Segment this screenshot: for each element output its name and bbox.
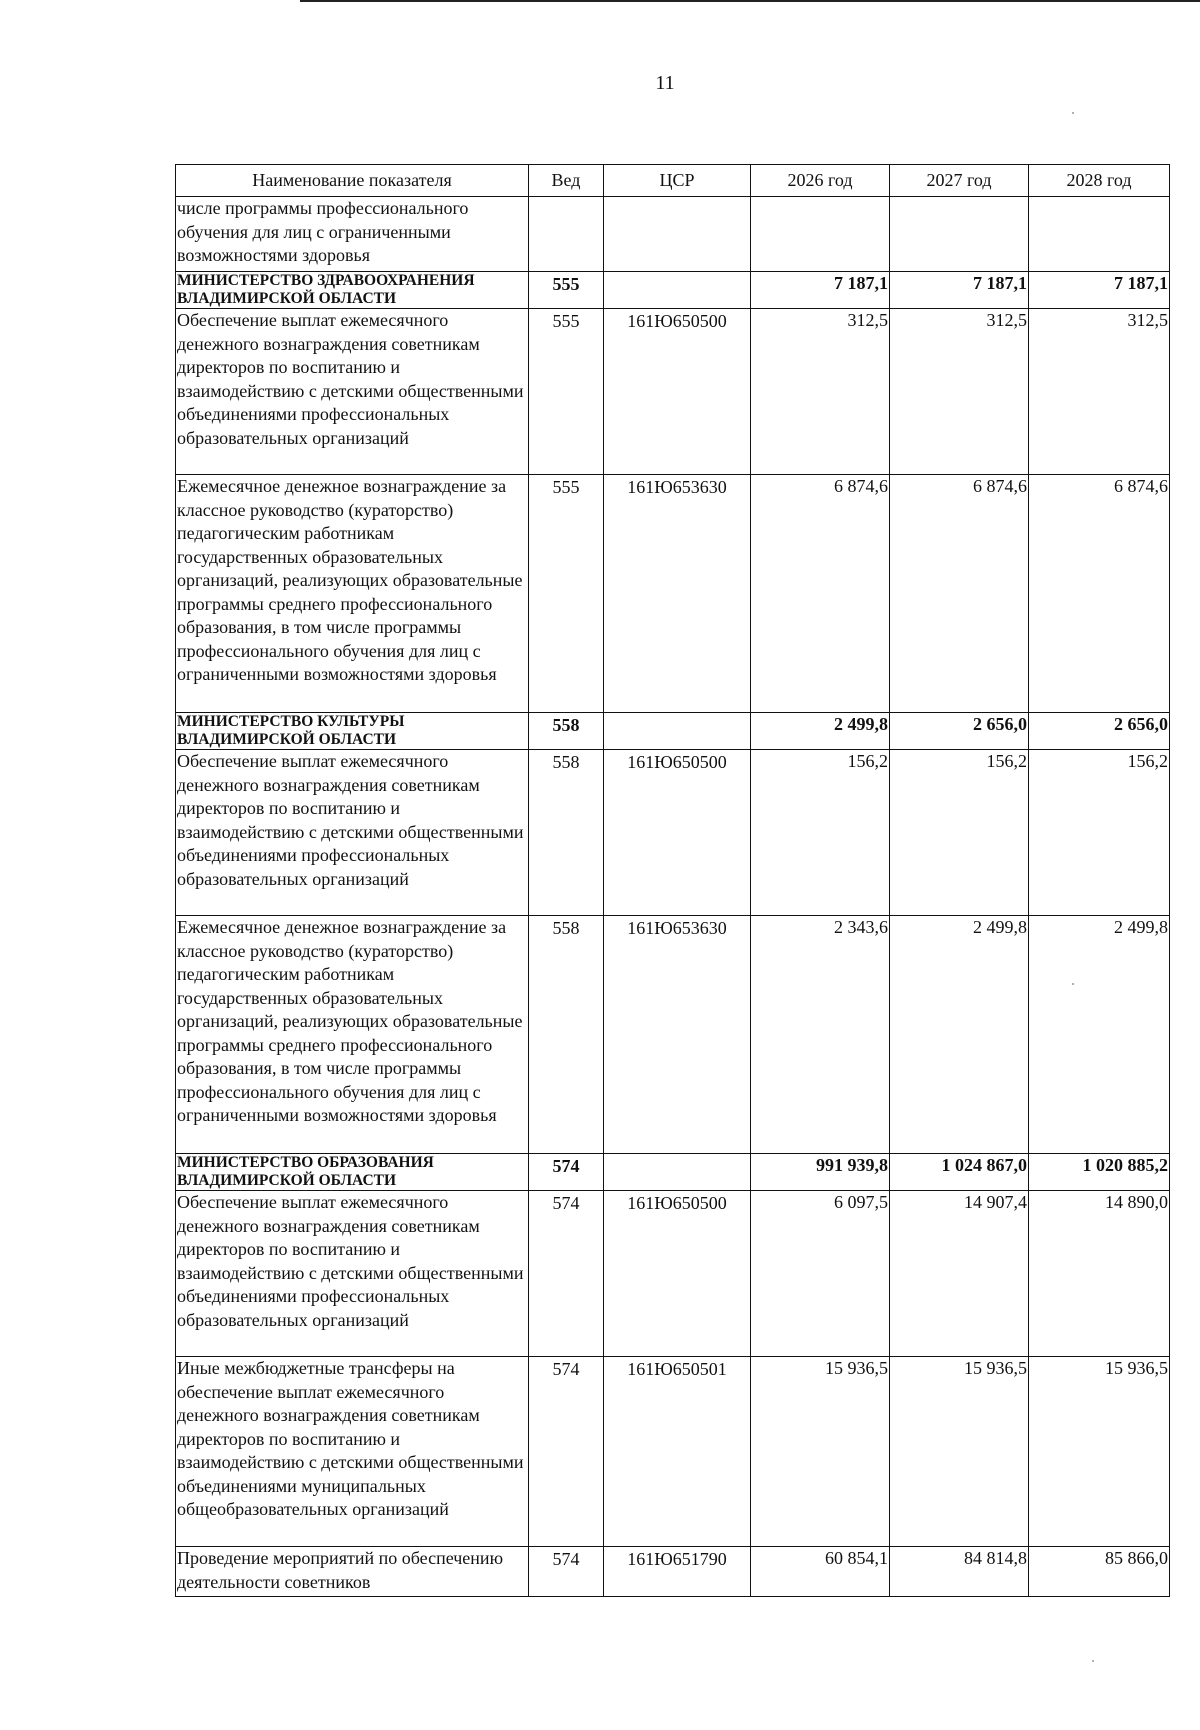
table-row — [176, 1191, 1170, 1357]
cell-2027: 6 874,6 — [890, 475, 1029, 713]
cell-2028: 15 936,5 — [1029, 1357, 1170, 1547]
cell-2026: 60 854,1 — [751, 1547, 890, 1597]
cell-name: МИНИСТЕРСТВО ОБРАЗОВАНИЯ ВЛАДИМИРСКОЙ ОБЛАСТИ — [176, 1154, 529, 1191]
cell-ved: 558 — [529, 750, 604, 916]
cell-2026: 7 187,1 — [751, 272, 890, 309]
page-number: 11 — [655, 72, 675, 94]
cell-2026: 6 874,6 — [751, 475, 890, 713]
table-row — [176, 475, 1170, 713]
cell-2026: 156,2 — [751, 750, 890, 916]
cell-name: числе программы профессионального обучения для лиц с ограниченными возможностями здоровья — [176, 197, 529, 272]
cell-csr — [604, 272, 751, 309]
cell-ved: 574 — [529, 1547, 604, 1597]
cell-name: Проведение мероприятий по обеспечению деятельности советников — [176, 1547, 529, 1597]
table-row — [176, 197, 1170, 272]
cell-csr: 161Ю650500 — [604, 750, 751, 916]
cell-2026: 312,5 — [751, 309, 890, 475]
cell-2027: 84 814,8 — [890, 1547, 1029, 1597]
table-row — [176, 309, 1170, 475]
cell-ved: 558 — [529, 713, 604, 750]
cell-2028: 156,2 — [1029, 750, 1170, 916]
cell-ved — [529, 197, 604, 272]
cell-name: МИНИСТЕРСТВО КУЛЬТУРЫ ВЛАДИМИРСКОЙ ОБЛАСТИ — [176, 713, 529, 750]
cell-2028: 2 499,8 — [1029, 916, 1170, 1154]
scan-speck — [1072, 112, 1074, 114]
cell-ved: 558 — [529, 916, 604, 1154]
cell-2027: 156,2 — [890, 750, 1029, 916]
cell-2027: 14 907,4 — [890, 1191, 1029, 1357]
cell-2028 — [1029, 197, 1170, 272]
table-row-ministry — [176, 1154, 1170, 1191]
cell-2028: 312,5 — [1029, 309, 1170, 475]
cell-2026: 2 499,8 — [751, 713, 890, 750]
cell-2026: 6 097,5 — [751, 1191, 890, 1357]
table-row — [176, 1357, 1170, 1547]
cell-2028: 2 656,0 — [1029, 713, 1170, 750]
table-row-ministry — [176, 713, 1170, 750]
header-csr: ЦСР — [604, 165, 751, 197]
header-2027: 2027 год — [890, 165, 1029, 197]
cell-2028: 14 890,0 — [1029, 1191, 1170, 1357]
cell-2027: 15 936,5 — [890, 1357, 1029, 1547]
cell-2027: 1 024 867,0 — [890, 1154, 1029, 1191]
scan-speck — [1092, 1660, 1094, 1662]
cell-2027: 7 187,1 — [890, 272, 1029, 309]
cell-ved: 555 — [529, 475, 604, 713]
cell-csr — [604, 197, 751, 272]
table-body — [176, 197, 1170, 1597]
cell-ved: 555 — [529, 272, 604, 309]
budget-table — [175, 164, 1170, 1597]
cell-ved: 574 — [529, 1191, 604, 1357]
table-row — [176, 1547, 1170, 1597]
header-2026: 2026 год — [751, 165, 890, 197]
cell-csr: 161Ю653630 — [604, 475, 751, 713]
cell-name: Обеспечение выплат ежемесячного денежного вознаграждения советникам директоров по воспитанию и взаимодействию с детскими общественными объединениями профессиональных образовательных организаций — [176, 309, 529, 475]
header-ved: Вед — [529, 165, 604, 197]
cell-2026 — [751, 197, 890, 272]
cell-2028: 7 187,1 — [1029, 272, 1170, 309]
cell-2026: 2 343,6 — [751, 916, 890, 1154]
cell-csr — [604, 1154, 751, 1191]
cell-name: Ежемесячное денежное вознаграждение за классное руководство (кураторство) педагогическим работникам государственных образовательных организаций, реализующих образовательные программы среднего профессионального образования, в том числе программы профессионального обучения для лиц с ограниченными возможностями здоровья — [176, 475, 529, 713]
table-row — [176, 750, 1170, 916]
table-header-row — [176, 165, 1170, 197]
table-row-ministry — [176, 272, 1170, 309]
top-border-line — [300, 0, 1200, 2]
scan-speck — [1072, 983, 1074, 985]
cell-2027: 2 656,0 — [890, 713, 1029, 750]
cell-2027: 2 499,8 — [890, 916, 1029, 1154]
cell-csr: 161Ю650500 — [604, 1191, 751, 1357]
table-row — [176, 916, 1170, 1154]
cell-2028: 1 020 885,2 — [1029, 1154, 1170, 1191]
cell-2028: 6 874,6 — [1029, 475, 1170, 713]
cell-name: МИНИСТЕРСТВО ЗДРАВООХРАНЕНИЯ ВЛАДИМИРСКОЙ ОБЛАСТИ — [176, 272, 529, 309]
cell-ved: 574 — [529, 1154, 604, 1191]
cell-csr — [604, 713, 751, 750]
cell-2028: 85 866,0 — [1029, 1547, 1170, 1597]
cell-name: Иные межбюджетные трансферы на обеспечение выплат ежемесячного денежного вознаграждения советникам директоров по воспитанию и взаимодействию с детскими общественными объединениями муниципальных общеобразовательных организаций — [176, 1357, 529, 1547]
cell-name: Ежемесячное денежное вознаграждение за классное руководство (кураторство) педагогическим работникам государственных образовательных организаций, реализующих образовательные программы среднего профессионального образования, в том числе программы профессионального обучения для лиц с ограниченными возможностями здоровья — [176, 916, 529, 1154]
cell-name: Обеспечение выплат ежемесячного денежного вознаграждения советникам директоров по воспитанию и взаимодействию с детскими общественными объединениями профессиональных образовательных организаций — [176, 1191, 529, 1357]
cell-csr: 161Ю650500 — [604, 309, 751, 475]
cell-2027: 312,5 — [890, 309, 1029, 475]
cell-2026: 15 936,5 — [751, 1357, 890, 1547]
cell-csr: 161Ю651790 — [604, 1547, 751, 1597]
cell-2026: 991 939,8 — [751, 1154, 890, 1191]
cell-name: Обеспечение выплат ежемесячного денежного вознаграждения советникам директоров по воспитанию и взаимодействию с детскими общественными объединениями профессиональных образовательных организаций — [176, 750, 529, 916]
cell-csr: 161Ю650501 — [604, 1357, 751, 1547]
cell-ved: 555 — [529, 309, 604, 475]
header-2028: 2028 год — [1029, 165, 1170, 197]
cell-csr: 161Ю653630 — [604, 916, 751, 1154]
cell-ved: 574 — [529, 1357, 604, 1547]
cell-2027 — [890, 197, 1029, 272]
header-name: Наименование показателя — [176, 165, 529, 197]
